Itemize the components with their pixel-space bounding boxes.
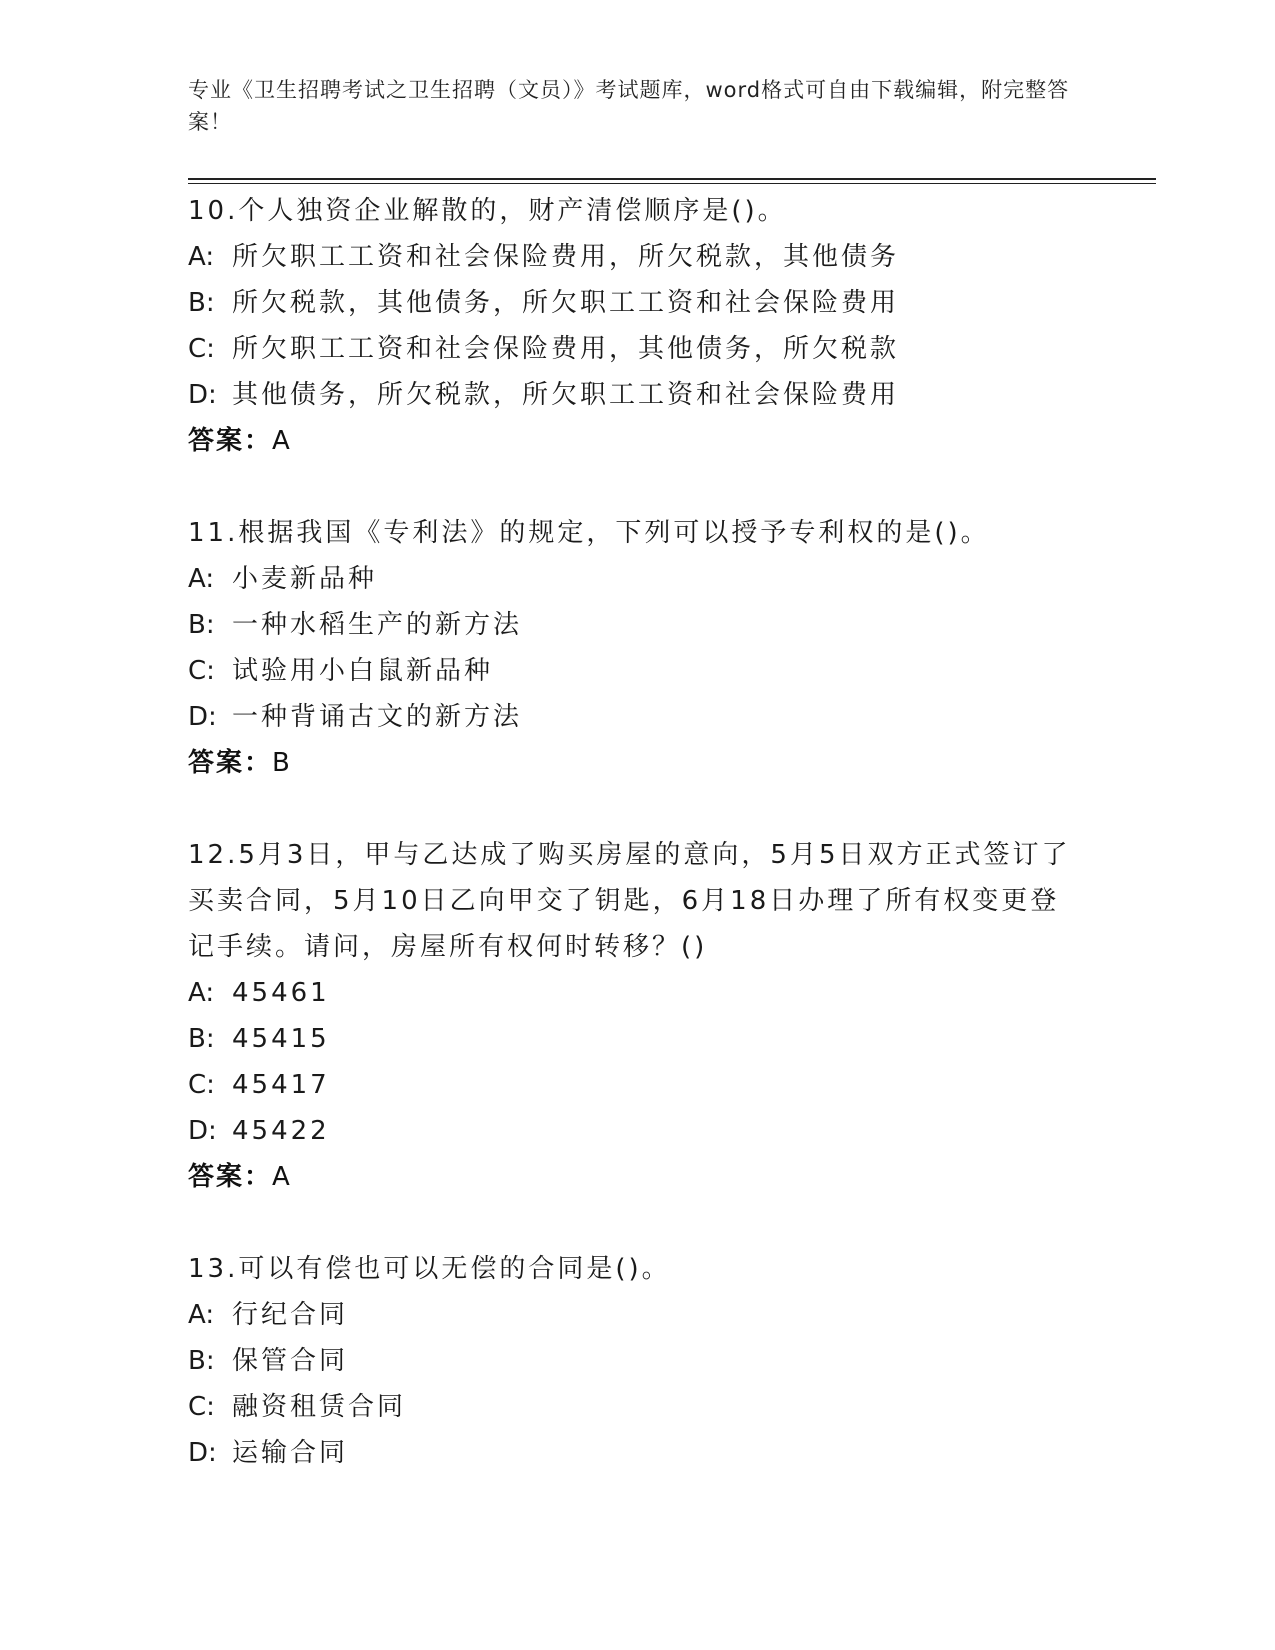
header-note: 专业《卫生招聘考试之卫生招聘（文员）》考试题库，word格式可自由下载编辑，附完整答案！ bbox=[188, 78, 1070, 134]
option-text: 融资租赁合同 bbox=[232, 1392, 407, 1422]
question-11 bbox=[188, 510, 1088, 786]
answer-value: A bbox=[272, 1162, 292, 1192]
option-key: C: bbox=[188, 656, 215, 686]
option-key: D: bbox=[188, 380, 217, 410]
option-text: 所欠职工工资和社会保险费用，其他债务，所欠税款 bbox=[232, 334, 900, 364]
answer-value: B bbox=[272, 748, 292, 778]
header-divider-thick bbox=[188, 178, 1156, 180]
option-c bbox=[188, 648, 1088, 694]
option-text: 45417 bbox=[232, 1070, 330, 1100]
option-text: 运输合同 bbox=[232, 1438, 349, 1468]
answer-line bbox=[188, 1154, 1088, 1200]
question-stem: 11.根据我国《专利法》的规定，下列可以授予专利权的是()。 bbox=[188, 518, 990, 548]
option-key: A: bbox=[188, 1300, 215, 1330]
option-c bbox=[188, 1062, 1088, 1108]
option-d bbox=[188, 694, 1088, 740]
option-key: A: bbox=[188, 242, 215, 272]
answer-label: 答案： bbox=[188, 426, 273, 456]
question-stem: 12.5月3日，甲与乙达成了购买房屋的意向，5月5日双方正式签订了买卖合同，5月10日乙向甲交了钥匙，6月18日办理了所有权变更登记手续。请问，房屋所有权何时转移？() bbox=[188, 840, 1071, 962]
answer-label: 答案： bbox=[188, 1162, 273, 1192]
option-text: 所欠税款，其他债务，所欠职工工资和社会保险费用 bbox=[232, 288, 900, 318]
option-key: D: bbox=[188, 1116, 217, 1146]
option-key: C: bbox=[188, 1070, 215, 1100]
option-text: 45461 bbox=[232, 978, 330, 1008]
option-b bbox=[188, 602, 1088, 648]
spacer bbox=[188, 786, 1088, 832]
answer-line bbox=[188, 740, 1088, 786]
option-key: D: bbox=[188, 1438, 217, 1468]
option-c bbox=[188, 1384, 1088, 1430]
option-text: 所欠职工工资和社会保险费用，所欠税款，其他债务 bbox=[232, 242, 900, 272]
option-a bbox=[188, 970, 1088, 1016]
question-list bbox=[188, 188, 1088, 1476]
option-key: D: bbox=[188, 702, 217, 732]
option-text: 保管合同 bbox=[232, 1346, 349, 1376]
header-divider-thin bbox=[188, 183, 1156, 184]
option-d bbox=[188, 1108, 1088, 1154]
option-text: 一种背诵古文的新方法 bbox=[232, 702, 523, 732]
option-key: C: bbox=[188, 1392, 215, 1422]
answer-value: A bbox=[272, 426, 292, 456]
option-a bbox=[188, 556, 1088, 602]
option-text: 45415 bbox=[232, 1024, 330, 1054]
option-text: 小麦新品种 bbox=[232, 564, 378, 594]
option-text: 其他债务，所欠税款，所欠职工工资和社会保险费用 bbox=[232, 380, 900, 410]
option-b bbox=[188, 1016, 1088, 1062]
spacer bbox=[188, 464, 1088, 510]
option-text: 一种水稻生产的新方法 bbox=[232, 610, 523, 640]
answer-label: 答案： bbox=[188, 748, 273, 778]
question-stem: 10.个人独资企业解散的，财产清偿顺序是()。 bbox=[188, 196, 787, 226]
spacer bbox=[188, 1200, 1088, 1246]
option-a bbox=[188, 1292, 1088, 1338]
option-key: B: bbox=[188, 1346, 215, 1376]
option-text: 45422 bbox=[232, 1116, 330, 1146]
option-b bbox=[188, 280, 1088, 326]
option-d bbox=[188, 372, 1088, 418]
option-b bbox=[188, 1338, 1088, 1384]
option-key: C: bbox=[188, 334, 215, 364]
option-text: 试验用小白鼠新品种 bbox=[232, 656, 494, 686]
option-key: A: bbox=[188, 564, 215, 594]
option-key: B: bbox=[188, 1024, 215, 1054]
answer-line bbox=[188, 418, 1088, 464]
question-10 bbox=[188, 188, 1088, 464]
option-text: 行纪合同 bbox=[232, 1300, 349, 1330]
option-c bbox=[188, 326, 1088, 372]
question-12 bbox=[188, 832, 1088, 1200]
option-key: A: bbox=[188, 978, 215, 1008]
question-stem: 13.可以有偿也可以无偿的合同是()。 bbox=[188, 1254, 671, 1284]
option-d bbox=[188, 1430, 1088, 1476]
option-a bbox=[188, 234, 1088, 280]
option-key: B: bbox=[188, 610, 215, 640]
question-13 bbox=[188, 1246, 1088, 1476]
option-key: B: bbox=[188, 288, 215, 318]
